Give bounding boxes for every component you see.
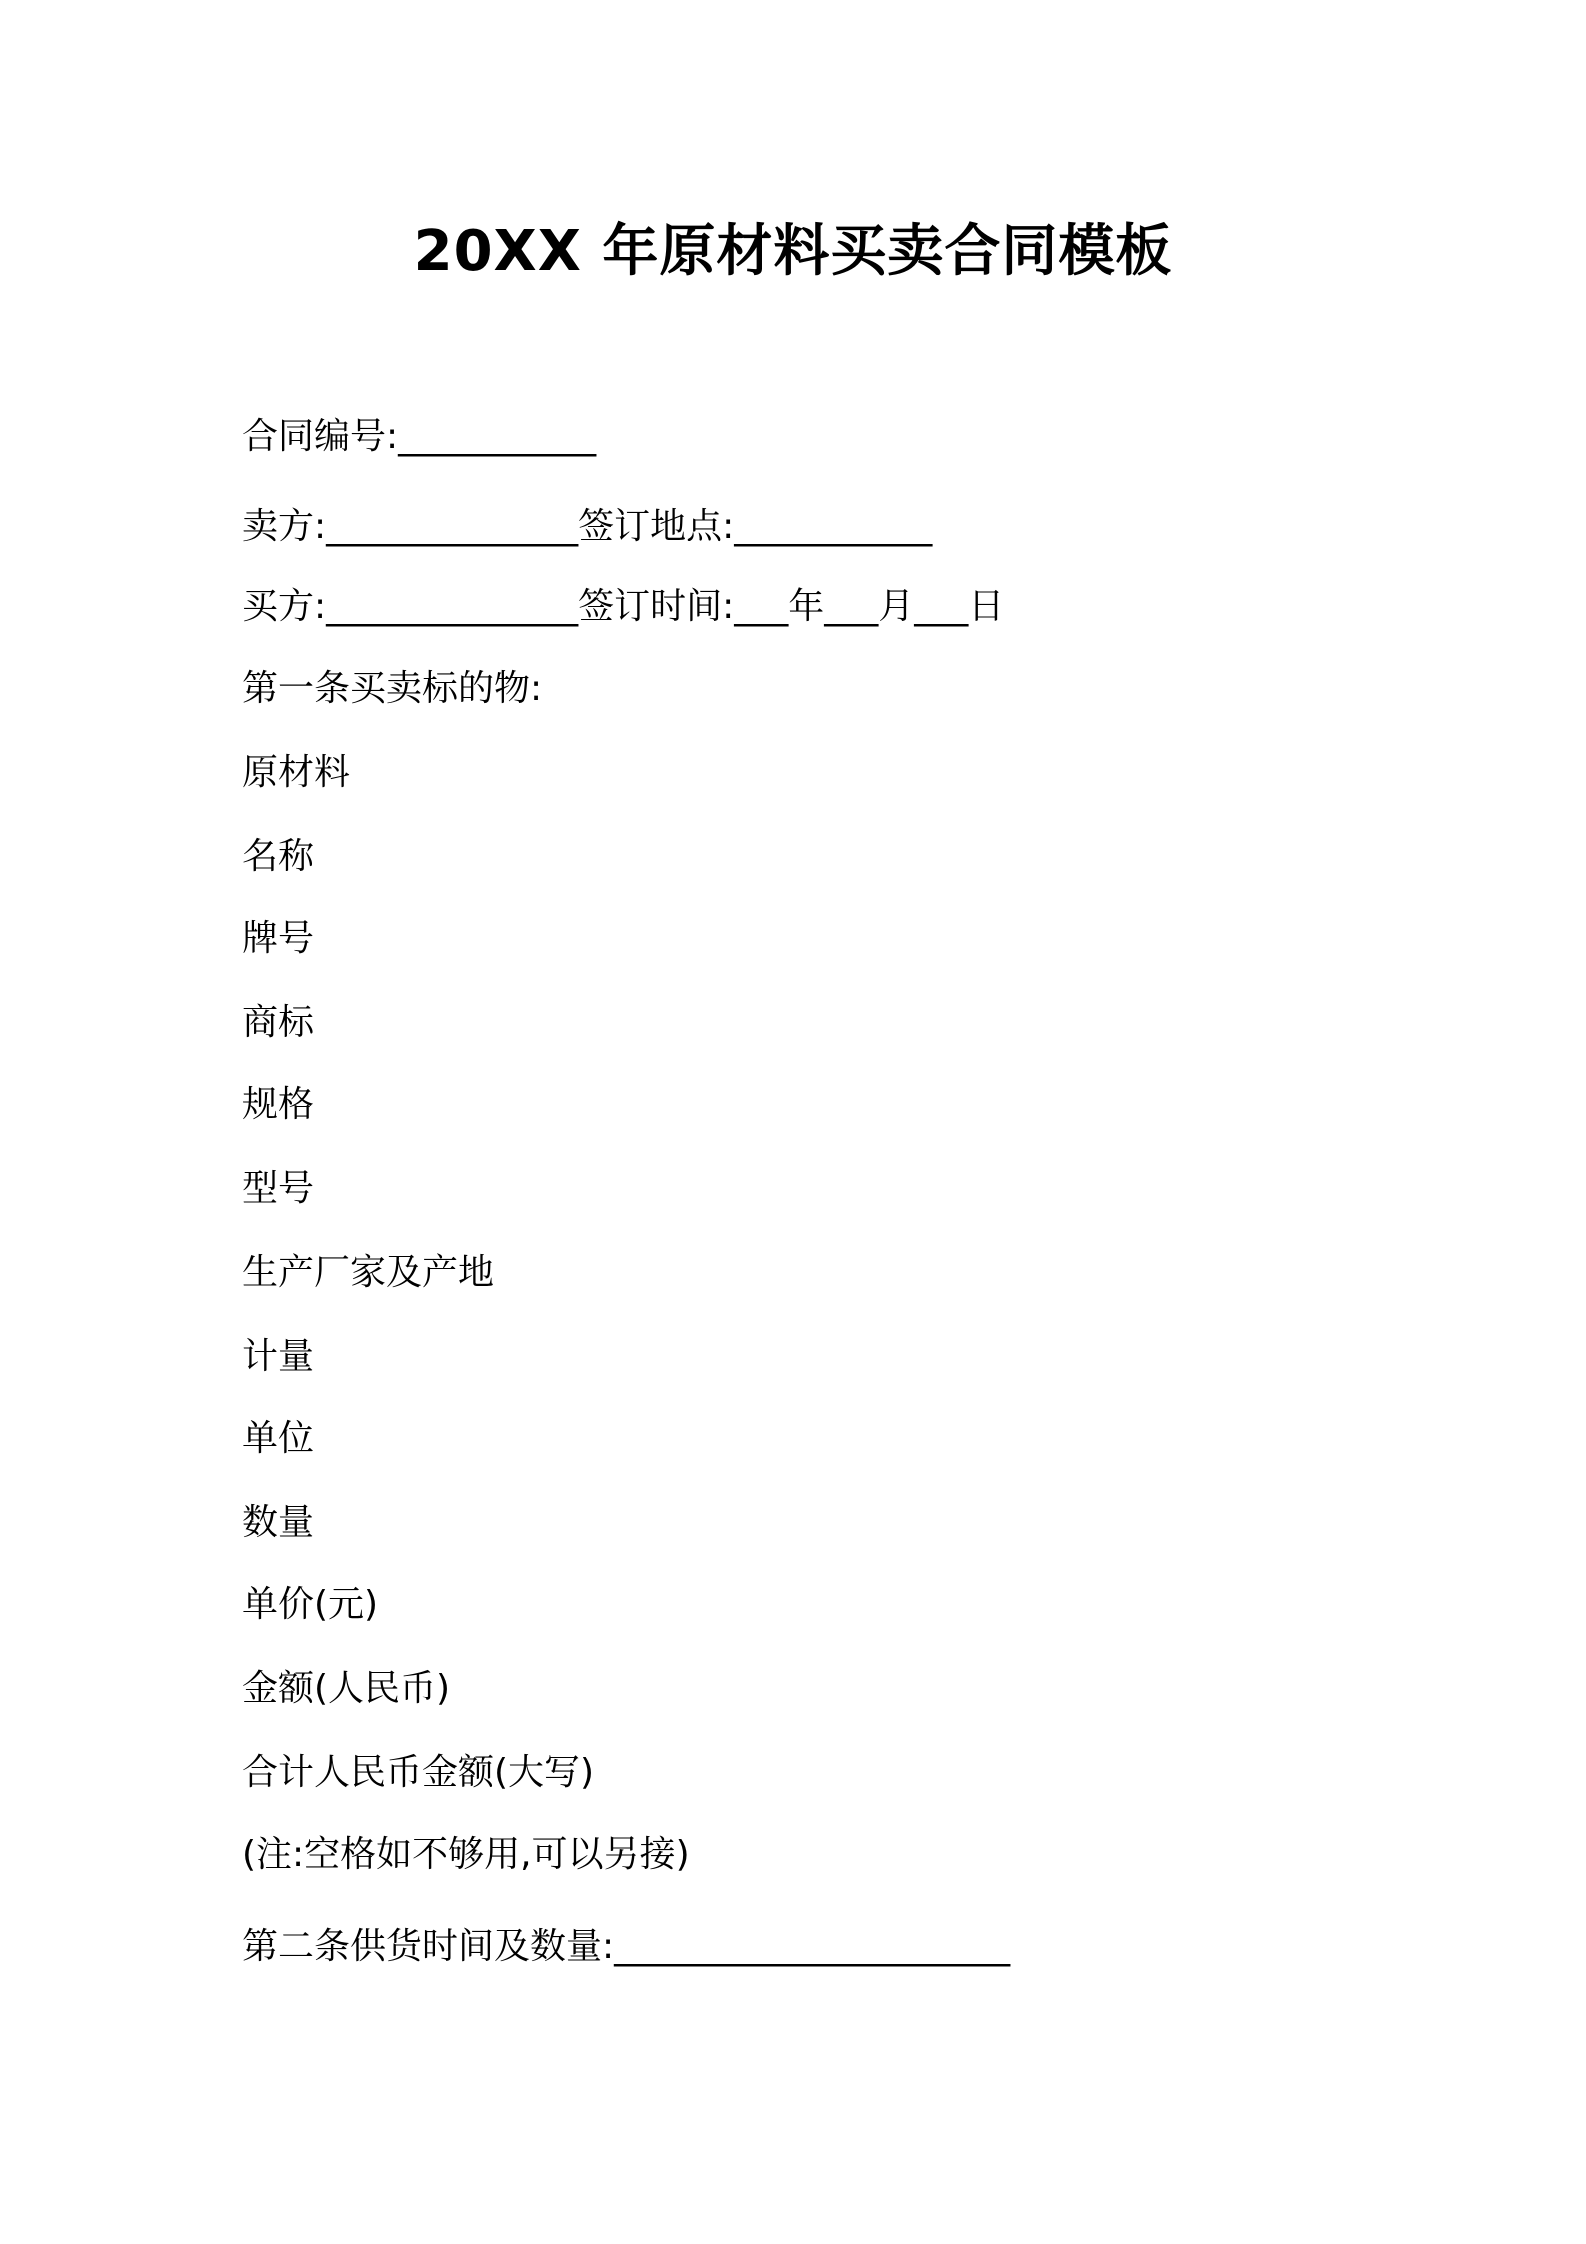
item-quantity: 数量: [242, 1502, 315, 1543]
item-model: 型号: [242, 1168, 315, 1209]
article-2-heading: 第二条供货时间及数量:______________________: [242, 1926, 1011, 1967]
item-trademark: 商标: [242, 1002, 315, 1043]
item-brand-number: 牌号: [242, 918, 315, 959]
item-raw-material: 原材料: [242, 752, 351, 793]
item-amount: 金额(人民币): [242, 1668, 451, 1709]
item-total-amount-uppercase: 合计人民币金额(大写): [242, 1752, 595, 1793]
document-title: 20XX 年原材料买卖合同模板: [413, 219, 1173, 284]
item-specification: 规格: [242, 1084, 315, 1125]
item-unit: 单位: [242, 1418, 315, 1459]
item-manufacturer-origin: 生产厂家及产地: [242, 1252, 495, 1293]
item-unit-price: 单价(元): [242, 1584, 379, 1625]
seller-and-signing-place-line: 卖方:______________签订地点:___________: [242, 506, 933, 547]
contract-number-line: 合同编号:___________: [242, 416, 597, 457]
buyer-and-signing-date-line: 买方:______________签订时间:___年___月___日: [242, 586, 1005, 627]
item-measurement: 计量: [242, 1336, 315, 1377]
item-note: (注:空格如不够用,可以另接): [242, 1834, 690, 1875]
item-name: 名称: [242, 836, 315, 877]
article-1-heading: 第一条买卖标的物:: [242, 668, 543, 709]
